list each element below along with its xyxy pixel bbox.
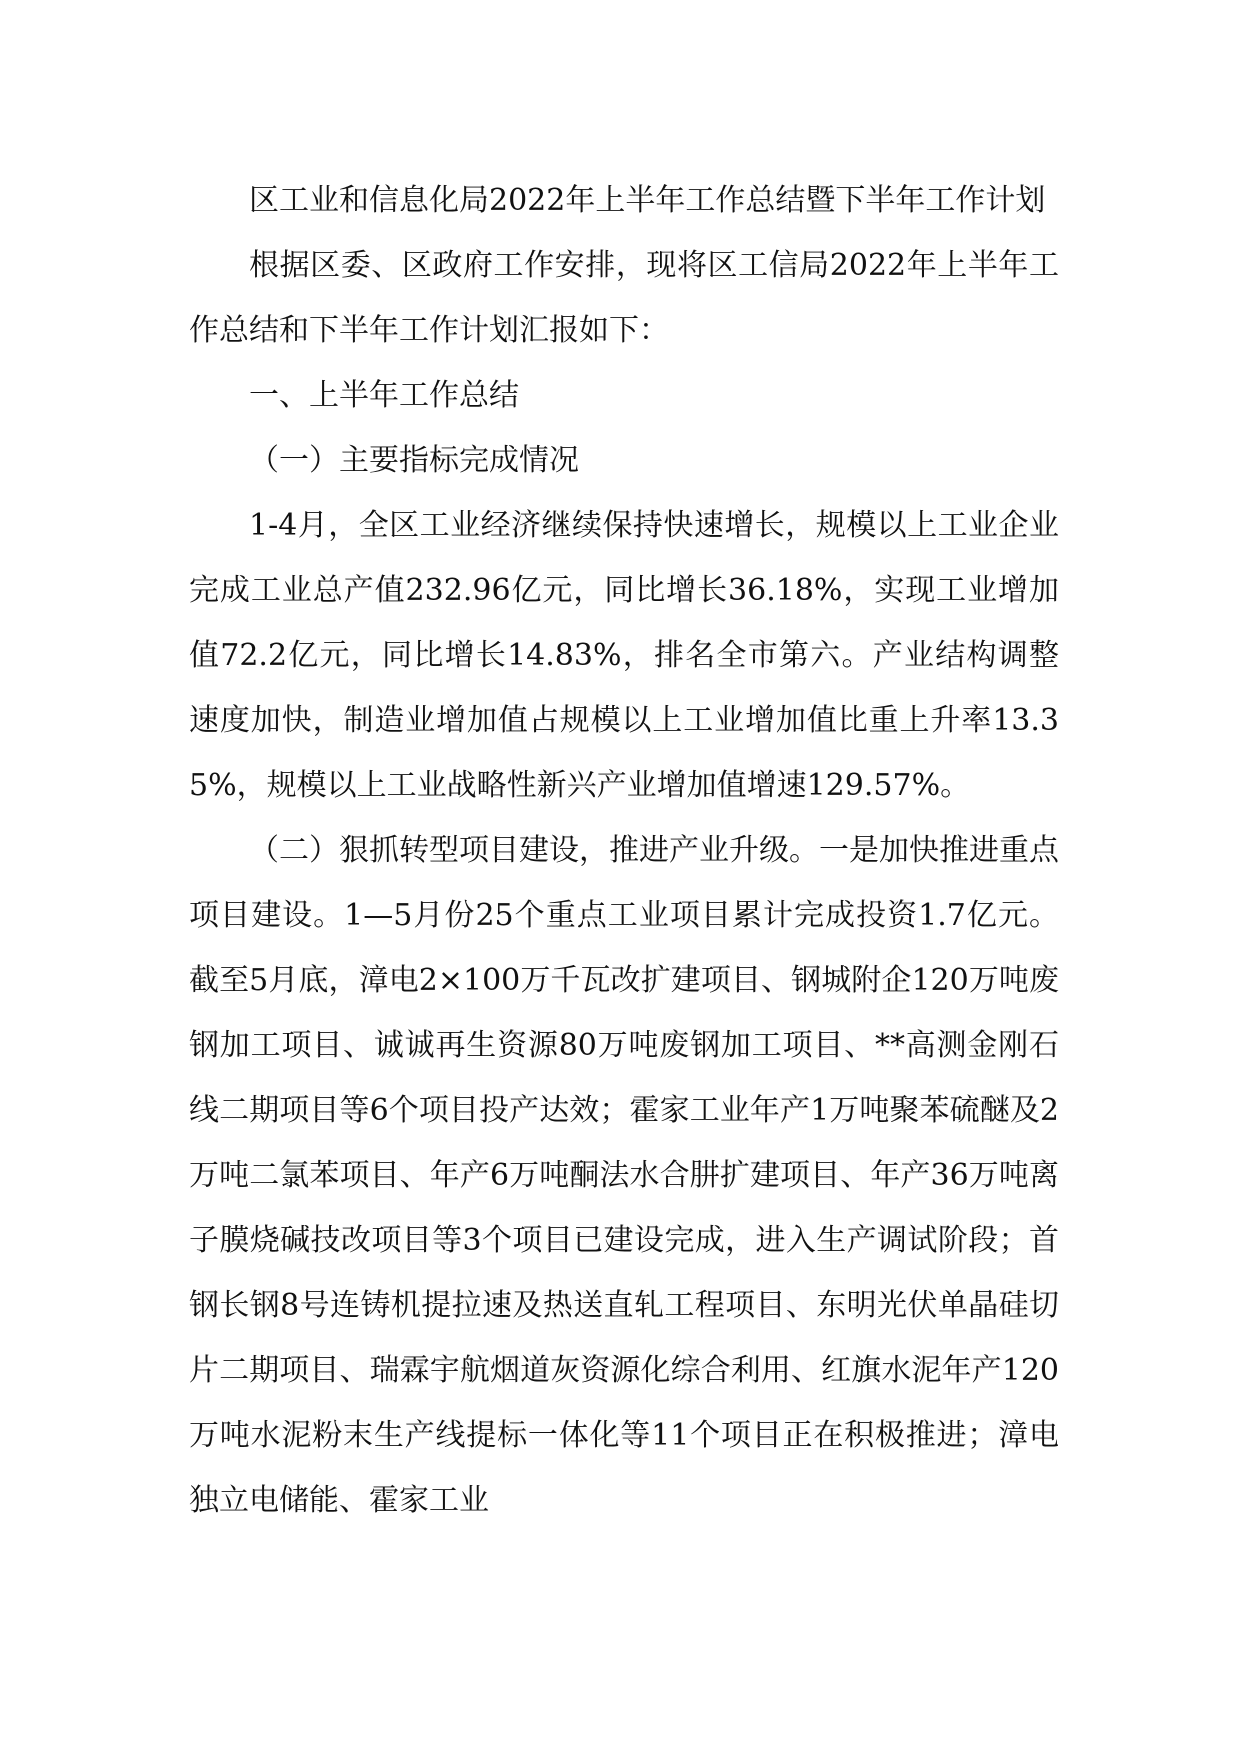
indicators-paragraph: 1-4月，全区工业经济继续保持快速增长，规模以上工业企业完成工业总产值232.96亿元，同比增长36.18%，实现工业增加值72.2亿元，同比增长14.83%，排名全市第六。产业结构调整速度加快，制造业增加值占规模以上工业增加值比重上升率13.35%，规模以上工业战略性新兴产业增加值增速129.57%。 (189, 508, 1059, 803)
projects-paragraph: （二）狠抓转型项目建设，推进产业升级。一是加快推进重点项目建设。1—5月份25个重点工业项目累计完成投资1.7亿元。截至5月底，漳电2×100万千瓦改扩建项目、钢城附企120万吨废钢加工项目、诚诚再生资源80万吨废钢加工项目、**高测金刚石线二期项目等6个项目投产达效；霍家工业年产1万吨聚苯硫醚及2万吨二氯苯项目、年产6万吨酮法水合肼扩建项目、年产36万吨离子膜烧碱技改项目等3个项目已建设完成，进入生产调试阶段；首钢长钢8号连铸机提拉速及热送直轧工程项目、东明光伏单晶硅切片二期项目、瑞霖宇航烟道灰资源化综合利用、红旗水泥年产120万吨水泥粉末生产线提标一体化等11个项目正在积极推进；漳电独立电储能、霍家工业 (189, 833, 1059, 1518)
document-title: 区工业和信息化局2022年上半年工作总结暨下半年工作计划 (249, 183, 1046, 218)
subsection-heading-indicators: （一）主要指标完成情况 (249, 443, 579, 478)
intro-paragraph: 根据区委、区政府工作安排，现将区工信局2022年上半年工作总结和下半年工作计划汇报如下： (189, 248, 1059, 348)
document-body (189, 168, 1059, 1533)
section-heading-summary: 一、上半年工作总结 (249, 378, 519, 413)
